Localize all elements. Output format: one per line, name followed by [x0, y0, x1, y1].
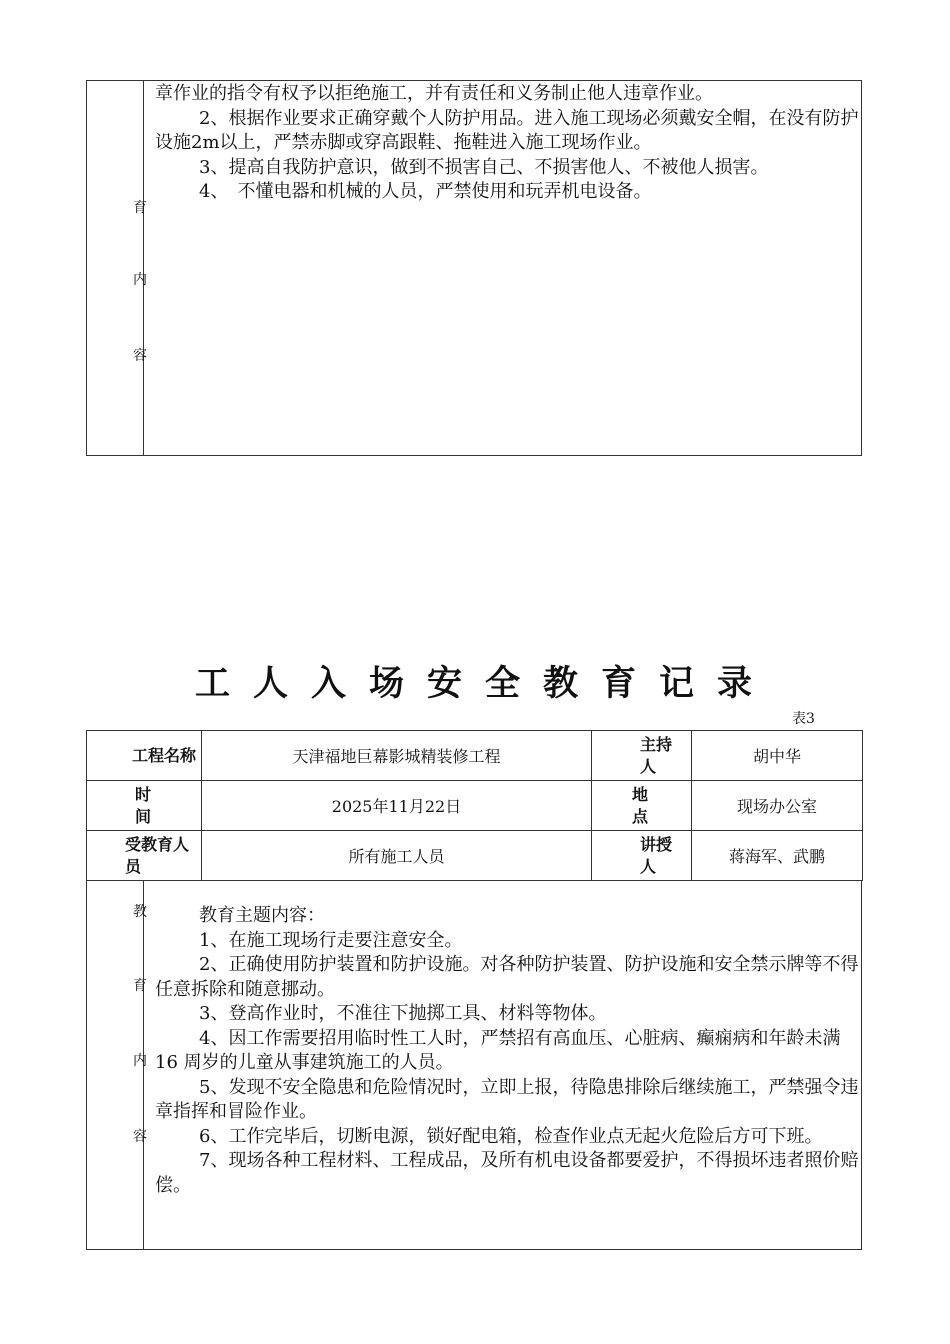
- trainees-value: 所有施工人员: [202, 831, 592, 881]
- side-label-char: 内: [133, 272, 147, 288]
- side-label-char: 育: [133, 200, 147, 216]
- table-row: [87, 831, 863, 881]
- lecturer-value: 蒋海军、武鹏: [692, 831, 863, 881]
- side-label-char: 教: [133, 904, 147, 920]
- continued-content-box: [86, 80, 862, 456]
- table-row: [87, 731, 863, 781]
- content-paragraph: 1、在施工现场行走要注意安全。: [199, 929, 463, 951]
- trainees-label: 受教育人员: [87, 831, 202, 881]
- table-number: 表3: [792, 711, 815, 727]
- content-paragraph: 3、登高作业时，不准往下抛掷工具、材料等物体。: [199, 1003, 607, 1024]
- place-value: 现场办公室: [692, 781, 863, 831]
- side-label-char: 内: [133, 1053, 147, 1069]
- record-info-table: [86, 730, 863, 881]
- column-divider: [143, 81, 144, 455]
- content-paragraph: 7、现场各种工程材料、工程成品，及所有机电设备都要爱护，不得损坏违者照价赔偿。: [155, 1150, 859, 1196]
- document-title: 工人入场安全教育记录: [194, 664, 775, 704]
- project-name-label: 工程名称: [87, 731, 202, 781]
- content-paragraph: 2、正确使用防护装置和防护设施。对各种防护装置、防护设施和安全禁示牌等不得任意拆除和随意挪动。: [155, 954, 859, 1000]
- continued-content-text: [155, 82, 861, 205]
- host-value: 胡中华: [692, 731, 863, 781]
- content-paragraph: 3、提高自我防护意识，做到不损害自己、不损害他人、不被他人损害。: [199, 156, 769, 178]
- side-label-char: 育: [133, 978, 147, 994]
- table-row: [87, 781, 863, 831]
- content-paragraph: 6、工作完毕后，切断电源，锁好配电箱，检查作业点无起火危险后方可下班。: [199, 1125, 823, 1147]
- time-value: 2025年11月22日: [202, 781, 592, 831]
- host-label: 主持人: [592, 731, 692, 781]
- project-name-value: 天津福地巨幕影城精装修工程: [202, 731, 592, 781]
- side-label-char: 容: [133, 1129, 147, 1145]
- content-paragraph: 4、因工作需要招用临时性工人时，严禁招有高血压、心脏病、癫痫病和年龄未满16 周岁的儿童从事建筑施工的人员。: [155, 1027, 841, 1073]
- time-label: 时间: [87, 781, 202, 831]
- side-label-char: 容: [133, 348, 147, 364]
- lecturer-label: 讲授人: [592, 831, 692, 881]
- education-content-text: [155, 904, 861, 1198]
- content-paragraph: 5、发现不安全隐患和危险情况时，立即上报，待隐患排除后继续施工，严禁强令违章指挥和冒险作业。: [155, 1076, 859, 1122]
- place-label: 地点: [592, 781, 692, 831]
- content-paragraph: 章作业的指令有权予以拒绝施工，并有责任和义务制止他人违章作业。: [155, 83, 713, 104]
- content-paragraph: 2、根据作业要求正确穿戴个人防护用品。进入施工现场必须戴安全帽，在没有防护设施2m以上，严禁赤脚或穿高跟鞋、拖鞋进入施工现场作业。: [155, 107, 859, 153]
- content-paragraph: 教育主题内容：: [199, 905, 325, 926]
- content-paragraph: 4、 不懂电器和机械的人员，严禁使用和玩弄机电设备。: [199, 181, 652, 202]
- education-content-box: [86, 880, 862, 1250]
